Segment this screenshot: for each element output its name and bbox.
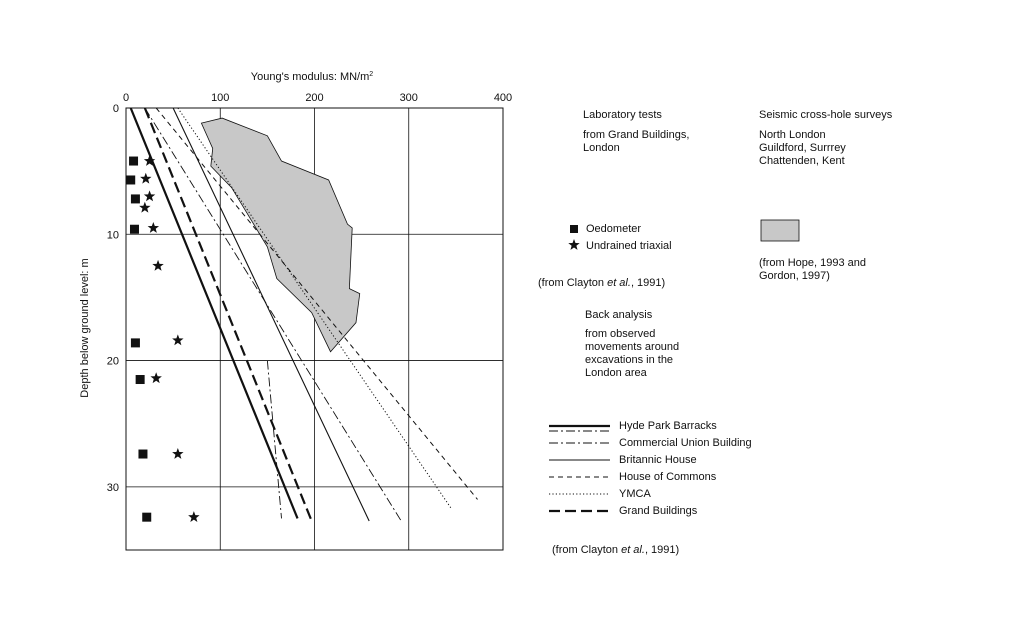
y-tick-label: 30 <box>106 481 119 494</box>
oedometer-label: Oedometer <box>586 223 642 235</box>
legend-label-commercial-union: Commercial Union Building <box>619 437 752 449</box>
x-tick-labels <box>123 92 512 104</box>
seismic-title: Seismic cross-hole surveys <box>759 109 893 121</box>
legend-label-grand-buildings: Grand Buildings <box>619 505 698 517</box>
footer-credit: (from Clayton et al., 1991) <box>552 544 680 556</box>
oedometer-point <box>131 338 140 347</box>
oedometer-legend-marker <box>570 225 578 233</box>
seismic-sites: North London Guildford, Surrrey Chattenden, Kent <box>759 129 846 167</box>
legend-line-samples <box>549 426 610 511</box>
triaxial-point <box>148 222 159 233</box>
legend-label-ymca: YMCA <box>619 488 651 500</box>
legend-label-britannic-house: Britannic House <box>619 454 697 466</box>
y-tick-label: 10 <box>106 229 119 242</box>
oedometer-point <box>130 225 139 234</box>
y-tick-labels <box>107 103 119 494</box>
x-tick-label: 200 <box>305 92 324 104</box>
oedometer-point <box>138 450 147 459</box>
seismic-survey-region <box>201 118 359 352</box>
line-house-of-commons <box>156 108 477 499</box>
oedometer-point <box>131 194 140 203</box>
x-axis-label: Young's modulus: $MN/m^2$ <box>250 71 374 83</box>
oedometer-point <box>126 175 135 184</box>
data-markers <box>126 155 199 522</box>
triaxial-legend-marker <box>568 239 579 250</box>
triaxial-point <box>144 190 155 201</box>
x-tick-label: 400 <box>493 92 513 104</box>
triaxial-point <box>140 173 151 184</box>
triaxial-point <box>150 372 161 383</box>
seismic-legend-swatch <box>761 220 799 241</box>
triaxial-point <box>172 334 183 345</box>
triaxial-point <box>172 448 183 459</box>
back-analysis-desc: from observed movements around excavations in the London area <box>585 328 680 379</box>
oedometer-point <box>129 157 138 166</box>
x-tick-label: 100 <box>211 92 230 104</box>
seismic-credit: (from Hope, 1993 and Gordon, 1997) <box>759 257 867 282</box>
lab-tests-source: from Grand Buildings, London <box>583 129 690 154</box>
oedometer-point <box>142 513 151 522</box>
lab-tests-title: Laboratory tests <box>583 109 662 121</box>
oedometer-point <box>136 375 145 384</box>
triaxial-point <box>139 202 150 213</box>
clayton-credit: (from Clayton et al., 1991) <box>538 277 666 289</box>
back-analysis-title: Back analysis <box>585 309 653 321</box>
y-tick-label: 20 <box>106 355 119 368</box>
x-tick-label: 300 <box>399 92 418 104</box>
legend-label-house-of-commons: House of Commons <box>619 471 717 483</box>
triaxial-point <box>188 511 199 522</box>
x-tick-label: 0 <box>122 92 130 104</box>
y-tick-label: 0 <box>112 103 119 115</box>
triaxial-label: Undrained triaxial <box>586 240 672 252</box>
y-axis-label: Depth below ground level: m <box>79 258 91 398</box>
triaxial-point <box>152 260 163 271</box>
legend-label-hyde-park: Hyde Park Barracks <box>619 420 717 432</box>
